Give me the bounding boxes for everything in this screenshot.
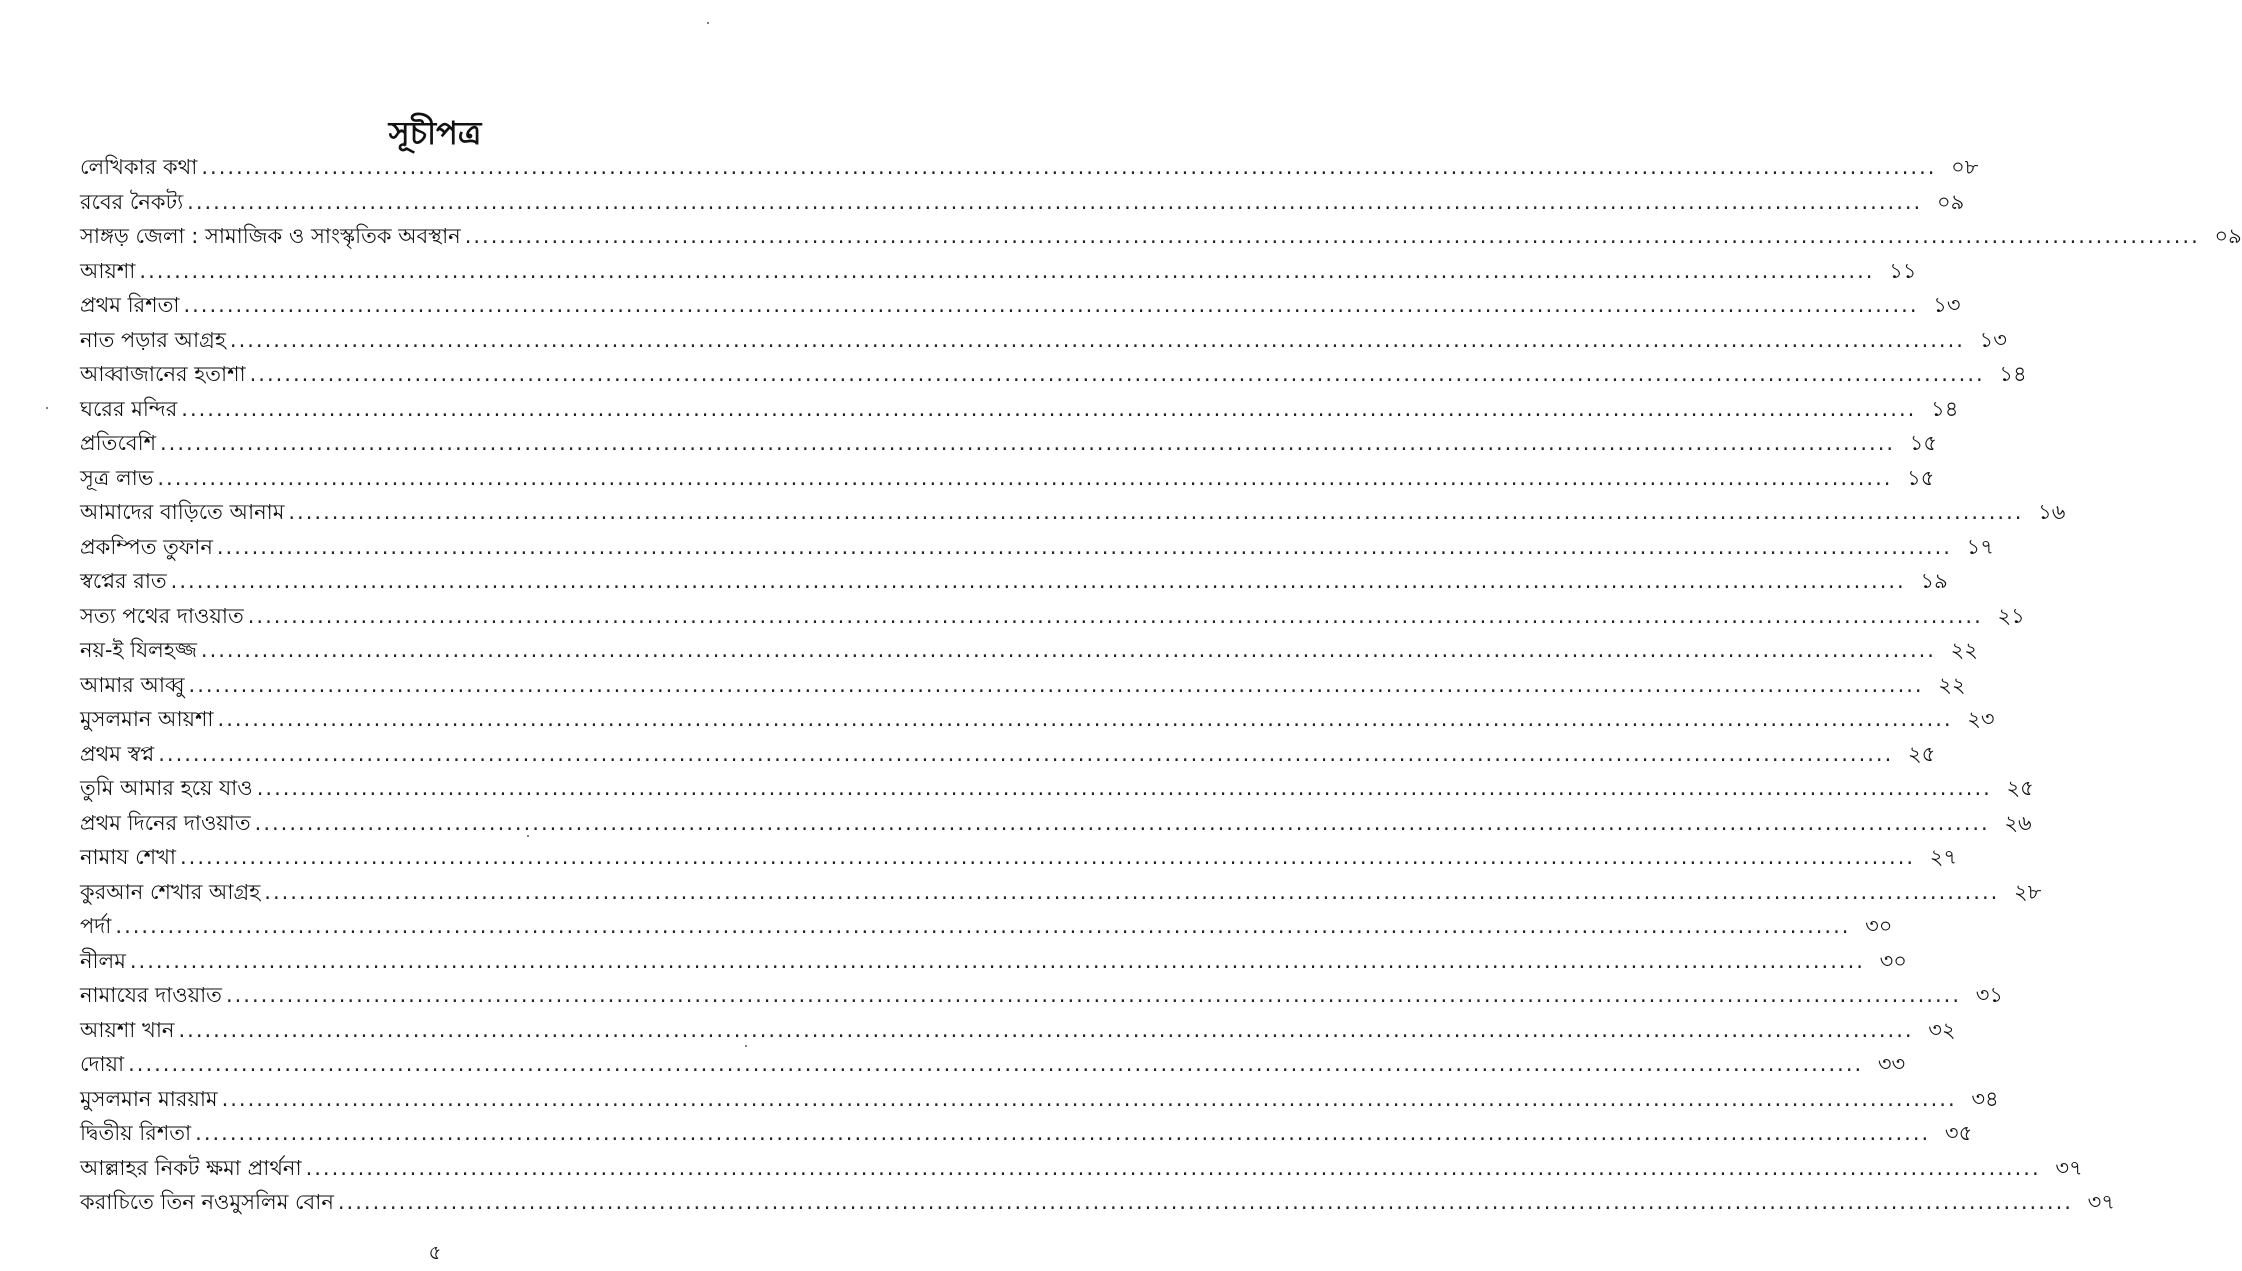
toc-entry [80, 461, 1935, 496]
toc-entry [80, 1082, 1999, 1117]
toc-entry [80, 392, 1959, 427]
toc-entry-page: ১৪ [1931, 396, 1959, 421]
toc-entry [80, 840, 1958, 875]
dot-leader: ........................................................................................................................................................................................................ [247, 603, 1983, 628]
toc-entry [80, 530, 1994, 565]
dot-leader: ........................................................................................................................................................................................................ [179, 845, 1916, 869]
toc-entry [80, 806, 2032, 841]
toc-entry-page: ০৯ [2214, 224, 2242, 248]
dot-leader: ........................................................................................................................................................................................................ [139, 258, 1875, 283]
page-title: সূচীপত্র [388, 114, 482, 152]
dot-leader: ........................................................................................................................................................................................................ [200, 638, 1936, 662]
toc-entry-page: ২২ [1938, 672, 1966, 697]
dot-leader: ........................................................................................................................................................................................................ [160, 431, 1896, 455]
toc-entry-page: ১৩ [1933, 293, 1961, 317]
toc-entry-page: ৩৫ [1944, 1121, 1973, 1145]
dot-leader: ........................................................................................................................................................................................................ [201, 155, 1937, 179]
toc-entry-page: ১৫ [1907, 465, 1935, 490]
dot-leader: ........................................................................................................................................................................................................ [264, 879, 2000, 904]
toc-entry-title: তুমি আমার হয়ে যাও [80, 776, 253, 800]
dot-leader: ........................................................................................................................................................................................................ [181, 396, 1917, 421]
dot-leader: ........................................................................................................................................................................................................ [187, 189, 1923, 214]
dot-leader: ........................................................................................................................................................................................................ [249, 362, 1985, 386]
toc-entry [80, 737, 1936, 772]
dot-leader: ........................................................................................................................................................................................................ [115, 914, 1851, 938]
toc-entry [80, 875, 2042, 910]
toc-entry [80, 978, 2003, 1013]
toc-entry-page: ২৭ [1929, 845, 1958, 869]
dot-leader: ........................................................................................................................................................................................................ [178, 1017, 1914, 1042]
toc-entry-title: আমাদের বাড়িতে আনাম [80, 500, 285, 524]
toc-entry-title: সূত্র লাভ [80, 465, 154, 490]
toc-entry-page: ১৭ [1966, 534, 1994, 559]
toc-entry-page: ১৯ [1920, 569, 1948, 593]
toc-entry-page: ১৬ [2038, 500, 2066, 524]
toc-entry-page: ২৩ [1967, 707, 1995, 731]
toc-entry [80, 1013, 1956, 1048]
toc-entry-title: প্রথম দিনের দাওয়াত [80, 810, 251, 835]
dot-leader: ........................................................................................................................................................................................................ [464, 224, 2200, 248]
toc-entry [80, 599, 2025, 634]
toc-entry-page: ৩০ [1879, 948, 1907, 973]
toc-entry [80, 564, 1948, 599]
toc-entry [80, 219, 2242, 254]
toc-entry-title: আয়শা [80, 258, 136, 283]
toc-entry [80, 357, 2027, 392]
toc-entry-title: প্রথম রিশতা [80, 293, 180, 317]
toc-entry-title: সত্য পথের দাওয়াত [80, 603, 244, 628]
toc-entry [80, 150, 1979, 185]
dot-leader: ........................................................................................................................................................................................................ [129, 948, 1865, 973]
paper-speck [707, 22, 709, 24]
toc-entry-page: ০৮ [1951, 155, 1979, 179]
toc-entry [80, 426, 1938, 461]
toc-entry-title: আয়শা খান [80, 1017, 175, 1042]
toc-entry [80, 495, 2066, 530]
toc-entry-title: ঘরের মন্দির [80, 396, 178, 421]
toc-entry-title: নাত পড়ার আগ্রহ [80, 327, 226, 352]
toc-entry-title: আল্লাহর নিকট ক্ষমা প্রার্থনা [80, 1155, 302, 1180]
toc-entry-page: ১১ [1889, 258, 1917, 283]
toc-entry-title: নামাযের দাওয়াত [80, 983, 222, 1007]
dot-leader: ........................................................................................................................................................................................................ [188, 672, 1924, 697]
toc-entry-page: ৩২ [1928, 1017, 1956, 1042]
toc-entry-title: আমার আব্বু [80, 672, 185, 697]
page-number: ৫ [428, 1240, 442, 1264]
toc-entry [80, 1116, 1973, 1151]
dot-leader: ........................................................................................................................................................................................................ [216, 534, 1952, 559]
dot-leader: ........................................................................................................................................................................................................ [158, 741, 1894, 766]
dot-leader: ........................................................................................................................................................................................................ [229, 327, 1965, 352]
toc-entry-page: ৩১ [1975, 983, 2003, 1007]
toc-entry [80, 288, 1961, 323]
paper-speck [527, 835, 529, 837]
dot-leader: ........................................................................................................................................................................................................ [157, 465, 1893, 490]
toc-entry-page: ২৮ [2014, 879, 2042, 904]
toc-entry-page: ২১ [1997, 603, 2025, 628]
toc-entry-title: দোয়া [80, 1052, 125, 1076]
toc-entry [80, 702, 1995, 737]
toc-entry-title: কুরআন শেখার আগ্রহ [80, 879, 261, 904]
table-of-contents [80, 150, 2242, 1220]
toc-entry [80, 633, 1978, 668]
toc-entry-title: নীলম [80, 948, 126, 973]
toc-entry-page: ২৫ [2006, 776, 2034, 800]
toc-entry [80, 254, 1917, 289]
toc-entry-page: ১৩ [1979, 327, 2007, 352]
paper-speck [745, 1045, 747, 1047]
toc-entry-title: মুসলমান মারয়াম [80, 1086, 218, 1111]
toc-entry-title: লেখিকার কথা [80, 155, 198, 179]
paper-speck [46, 407, 48, 409]
toc-entry-title: স্বপ্নের রাত [80, 569, 167, 593]
toc-entry-title: প্রথম স্বপ্ন [80, 741, 155, 766]
toc-entry-title: মুসলমান আয়শা [80, 707, 214, 731]
dot-leader: ........................................................................................................................................................................................................ [183, 293, 1919, 317]
dot-leader: ........................................................................................................................................................................................................ [225, 983, 1961, 1007]
toc-entry [80, 944, 1907, 979]
toc-entry-title: প্রতিবেশি [80, 431, 156, 455]
dot-leader: ........................................................................................................................................................................................................ [305, 1155, 2041, 1180]
toc-entry [80, 771, 2034, 806]
toc-entry [80, 909, 1893, 944]
toc-entry [80, 323, 2007, 358]
toc-entry-title: নয়-ই যিলহজ্জ [80, 638, 197, 662]
dot-leader: ........................................................................................................................................................................................................ [221, 1086, 1957, 1111]
toc-entry-title: প্রকম্পিত তুফান [80, 534, 213, 559]
toc-entry-title: পর্দা [80, 914, 112, 938]
toc-entry-page: ৩৭ [2055, 1155, 2083, 1180]
toc-entry-page: ৩০ [1865, 914, 1893, 938]
dot-leader: ........................................................................................................................................................................................................ [195, 1121, 1931, 1145]
toc-entry [80, 1151, 2083, 1186]
toc-entry [80, 185, 1965, 220]
toc-entry-page: ২৫ [1908, 741, 1936, 766]
toc-entry-page: ০৯ [1936, 189, 1965, 214]
toc-entry-page: ৩৪ [1971, 1086, 1999, 1111]
toc-entry-page: ১৫ [1909, 431, 1938, 455]
toc-entry-page: ৩৭ [2087, 1190, 2115, 1214]
dot-leader: ........................................................................................................................................................................................................ [170, 569, 1906, 593]
toc-entry-page: ১৪ [1999, 362, 2027, 386]
dot-leader: ........................................................................................................................................................................................................ [288, 500, 2024, 524]
toc-entry-title: করাচিতে তিন নওমুসলিম বোন [80, 1190, 334, 1214]
toc-entry-title: দ্বিতীয় রিশতা [80, 1121, 192, 1145]
dot-leader: ........................................................................................................................................................................................................ [337, 1190, 2073, 1214]
toc-entry-title: নামায শেখা [80, 845, 176, 869]
toc-entry-title: সাঙ্গড় জেলা : সামাজিক ও সাংস্কৃতিক অবস্থান [80, 224, 461, 248]
toc-entry [80, 1047, 1906, 1082]
toc-entry-page: ৩৩ [1877, 1052, 1906, 1076]
toc-entry-page: ২৬ [2004, 810, 2032, 835]
dot-leader: ........................................................................................................................................................................................................ [254, 810, 1990, 835]
toc-entry-page: ২২ [1950, 638, 1978, 662]
dot-leader: ........................................................................................................................................................................................................ [256, 776, 1992, 800]
toc-entry [80, 668, 1966, 703]
toc-entry [80, 1185, 2115, 1220]
toc-entry-title: আব্বাজানের হতাশা [80, 362, 246, 386]
toc-entry-title: রবের নৈকট্য [80, 189, 184, 214]
dot-leader: ........................................................................................................................................................................................................ [217, 707, 1953, 731]
dot-leader: ........................................................................................................................................................................................................ [128, 1052, 1864, 1076]
